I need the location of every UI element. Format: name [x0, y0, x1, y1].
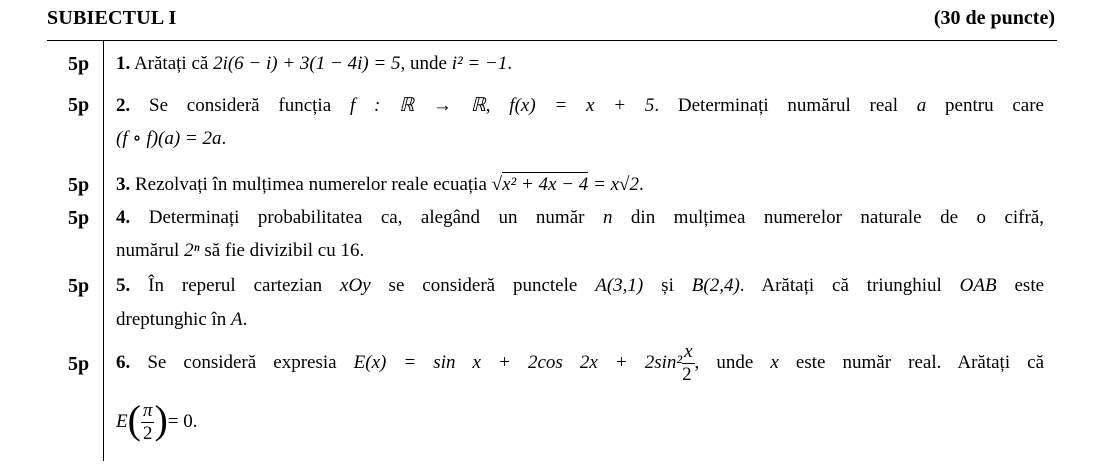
sqrt-icon: √ — [491, 174, 503, 195]
item-2-function: f : ℝ → ℝ, f(x) = x + 5 — [349, 95, 655, 116]
item-5-line-2: dreptunghic în A. — [116, 309, 248, 330]
item-3: 3. Rezolvați în mulțimea numerelor reale ecuația √x² + 4x − 4 = x√2. — [116, 174, 644, 195]
item-6-expression: E(x) = sin x + 2cos 2x + 2sin² — [353, 352, 683, 373]
points-column-divider — [103, 41, 104, 461]
item-6-line-1: 6. Se consideră expresia E(x) = sin x + 2cos 2x + 2sin² $\frac{x}{2}$ , unde x este număr real. Arătați că — [116, 341, 1045, 386]
item-1-expression: 2i(6 − i) + 3(1 − 4i) = 5 — [213, 53, 401, 74]
item-6-points: 5p — [68, 353, 90, 375]
item-5-line-1: 5. În reperul cartezian xOy se consideră punctele A(3,1) și B(2,4). Arătați că triunghiul OAB este — [116, 275, 1045, 296]
point-b: B(2,4) — [691, 275, 740, 296]
item-2-equation: (f ∘ f)(a) = 2a — [116, 128, 222, 149]
section-header — [47, 7, 1055, 35]
section-points: (30 de puncte) — [933, 7, 1055, 29]
item-6-pi-fraction: $\frac{\pi}{2}$ — [142, 400, 153, 444]
item-4-line-1: 4. Determinați probabilitatea ca, alegând un număr n din mulțimea numerelor naturale de o cifră, — [116, 207, 1044, 228]
section-title: SUBIECTUL I — [47, 7, 177, 29]
item-4-power: 2ⁿ — [184, 240, 200, 261]
item-2-points: 5p — [68, 94, 90, 116]
item-1-condition: i² = −1 — [451, 53, 508, 74]
header-divider — [47, 40, 1057, 41]
item-4-line-2: numărul 2ⁿ să fie divizibil cu 16. — [116, 240, 365, 261]
item-6-fraction: $\frac{x}{2}$ — [682, 341, 693, 386]
item-6-line-2: E( $\frac{\pi}{2}$ )= 0. — [116, 397, 198, 444]
item-4-points: 5p — [68, 207, 90, 229]
item-3-radicand: x² + 4x − 4 — [502, 174, 589, 195]
item-2-line-1: 2. Se consideră funcția f : ℝ → ℝ, f(x) = x + 5. Determinați numărul real a pentru care — [116, 95, 1044, 116]
item-3-points: 5p — [68, 174, 90, 196]
item-2-line-2: (f ∘ f)(a) = 2a. — [116, 128, 227, 149]
item-1: 1. Arătați că 2i(6 − i) + 3(1 − 4i) = 5, unde i² = −1. — [116, 53, 513, 74]
item-3-rhs: = x√2 — [593, 174, 639, 195]
point-a: A(3,1) — [595, 275, 644, 296]
item-5-points: 5p — [68, 275, 90, 297]
item-1-points: 5p — [68, 53, 90, 75]
